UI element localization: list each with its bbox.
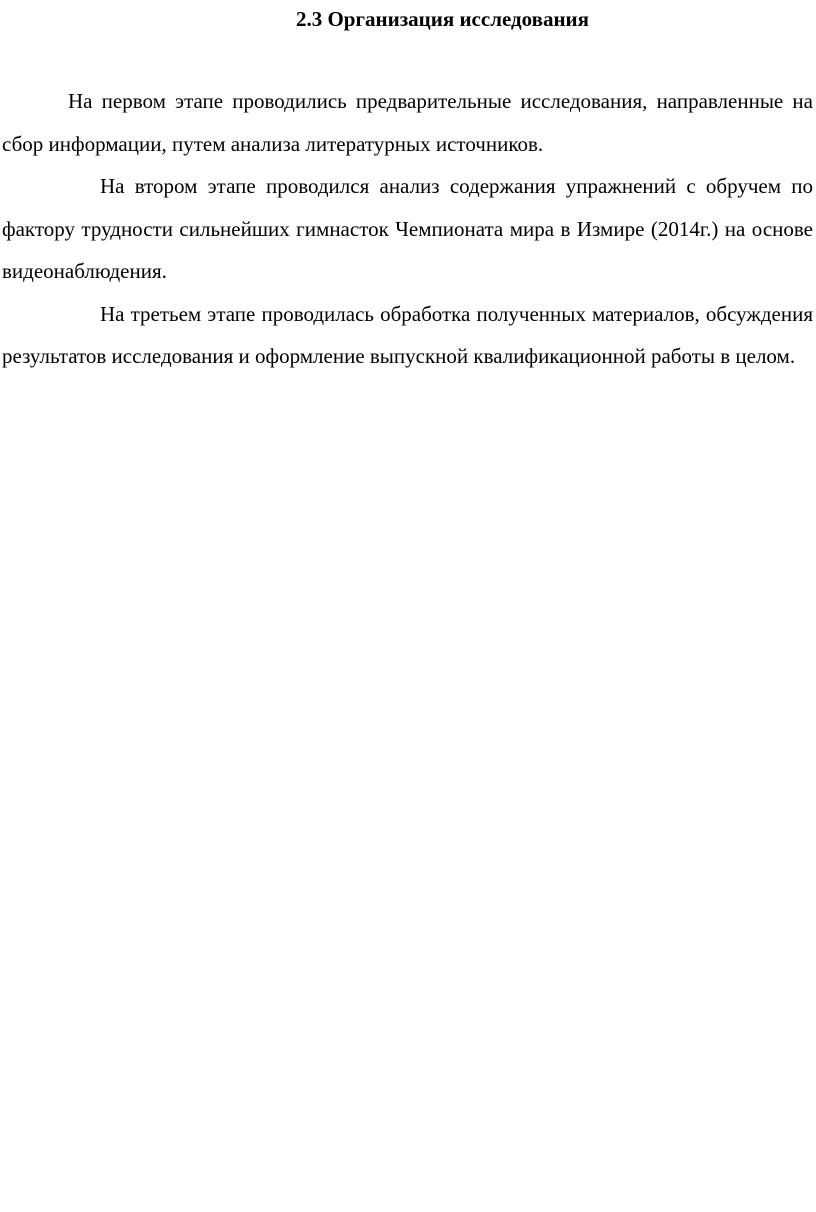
section-heading: 2.3 Организация исследования [295, 7, 590, 31]
paragraph-stage-three: На третьем этапе проводилась обработка полученных материалов, обсуждения результатов исследования и оформление выпускной квалификационной работы в целом. [2, 301, 813, 368]
paragraph-stage-one: На первом этапе проводились предварительные исследования, направленные на сбор информации, путем анализа литературных источников. [2, 89, 813, 156]
paragraph-stage-two: На втором этапе проводился анализ содержания упражнений с обручем по фактору трудности сильнейших гимнасток Чемпионата мира в Измире (2014г.) на основе видеонаблюдения. [2, 174, 813, 283]
